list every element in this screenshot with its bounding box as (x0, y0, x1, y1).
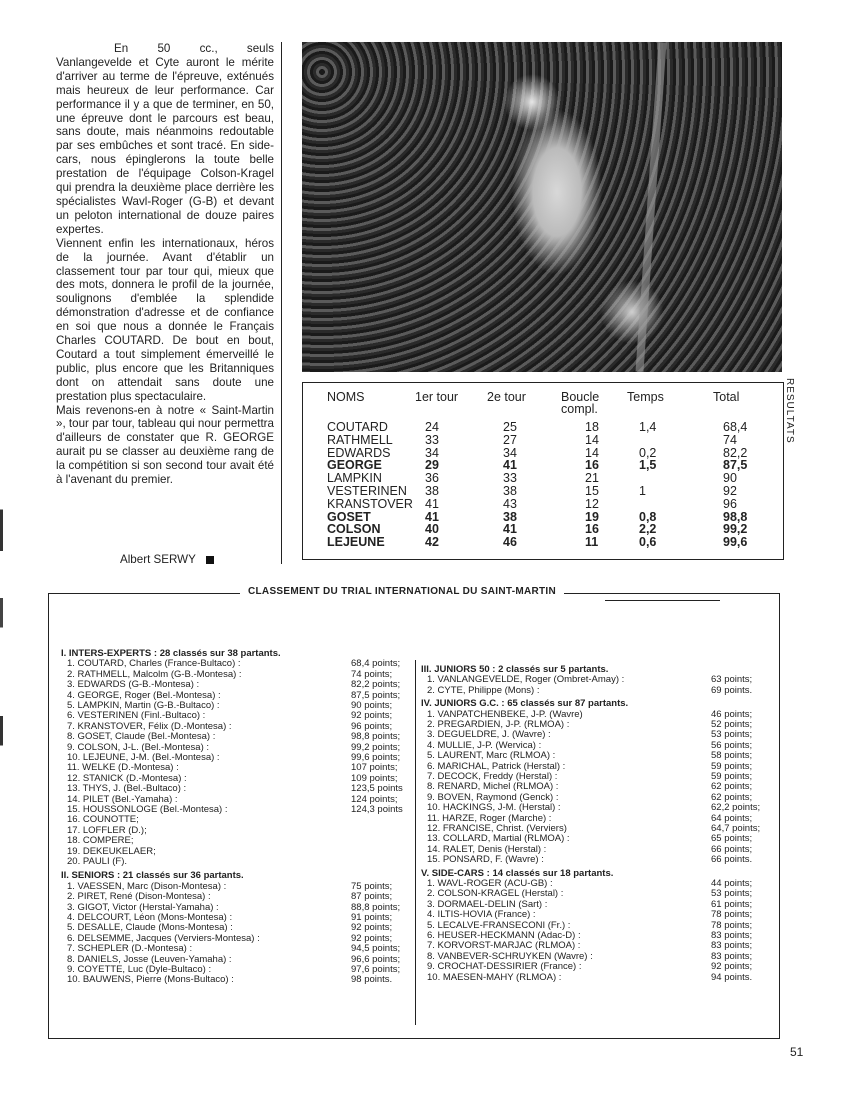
classement-entry: 14. PILET (Bel.-Yamaha) : (67, 793, 178, 805)
classement-points: 99,6 points; (351, 752, 401, 763)
results-cell-boucle: 15 (585, 484, 599, 498)
results-cell-name: EDWARDS (327, 445, 391, 460)
results-cell-t1: 38 (425, 484, 439, 498)
classement-title: CLASSEMENT DU TRIAL INTERNATIONAL DU SAINT-MARTIN (240, 586, 564, 597)
classement-points: 83 points; (711, 940, 753, 952)
results-cell-t2: 41 (503, 458, 517, 473)
classement-entry: 9. CROCHAT-DESSIRIER (France) : (427, 961, 582, 973)
results-cell-temps: 1 (639, 484, 646, 498)
results-cell-temps: 2,2 (639, 522, 657, 537)
classement-entry: 18. COMPERE; (67, 835, 134, 847)
column-divider (281, 42, 282, 564)
results-row (303, 434, 783, 446)
classement-entry: 6. MARICHAL, Patrick (Herstal) : (427, 760, 566, 772)
classement-entry: 10. BAUWENS, Pierre (Mons-Bultaco) : (67, 974, 234, 986)
classement-entry: 4. DELCOURT, Léon (Mons-Montesa) : (67, 912, 233, 923)
results-cell-boucle: 14 (585, 432, 599, 447)
classement-points: 124 points; (351, 793, 398, 805)
results-cell-total: 92 (723, 484, 737, 498)
classement-entry: 4. MULLIE, J-P. (Wervica) : (427, 739, 542, 751)
classement-points: 78 points; (711, 919, 753, 931)
classement-entry: 9. COLSON, J-L. (Bel.-Montesa) : (67, 741, 210, 753)
results-cell-t1: 33 (425, 432, 439, 447)
classement-divider (415, 660, 416, 1025)
results-cell-temps: 1,5 (639, 458, 657, 473)
classement-entry: 1. VAESSEN, Marc (Dison-Montesa) : (67, 880, 227, 892)
results-cell-t1: 24 (425, 420, 439, 434)
results-cell-t1: 29 (425, 458, 439, 473)
classement-points: 97,6 points; (351, 964, 401, 975)
results-cell-t2: 38 (503, 484, 517, 498)
results-header-cell: Boucle compl. (561, 390, 600, 416)
results-cell-total: 98,8 (723, 509, 748, 524)
classement-points: 66 points; (711, 843, 753, 855)
classement-entry: 6. DELSEMME, Jacques (Verviers-Montesa) : (67, 932, 260, 944)
classement-points: 109 points; (351, 772, 398, 784)
intro-paragraph-1: En 50 cc., seuls Vanlangevelde et Cyte auront le mérite d'arriver au terme de l'épreuve, exténués mais heureux de leur performance. Car performance il y a que de terminer, en 50, une épreuve dont le parcours est beau, sans doute, mais néanmoins redoutable par ses embûches et sont tracé. En side-cars, nous épinglerons la toute belle prestation de l'équipage Colson-Kragel qui prendra la deuxième place derrière les spécialistes Wavl-Roger (G-B) et devant un peloton international de douze paires expertes. (56, 42, 274, 236)
classement-points: 99,2 points; (351, 741, 401, 753)
results-row (303, 472, 783, 484)
classement-entry: 6. VESTERINEN (Finl.-Bultaco) : (67, 710, 206, 722)
classement-points: 53 points; (711, 729, 753, 741)
results-cell-t1: 34 (425, 445, 439, 460)
results-cell-name: GOSET (327, 509, 371, 524)
classement-points: 64,7 points; (711, 823, 761, 834)
results-cell-t1: 41 (425, 496, 439, 511)
classement-points: 63 points; (711, 674, 753, 686)
classement-points: 83 points; (711, 950, 753, 962)
results-cell-t2: 41 (503, 522, 517, 537)
classement-points: 61 points; (711, 898, 753, 910)
classement-entry: 19. DEKEUKELAER; (67, 845, 156, 857)
results-row (303, 447, 783, 459)
results-row (303, 421, 783, 433)
classement-box (48, 593, 780, 1039)
results-cell-t2: 46 (503, 535, 517, 550)
results-cell-t2: 43 (503, 496, 517, 511)
results-cell-name: LAMPKIN (327, 471, 382, 486)
results-cell-boucle: 21 (585, 471, 599, 486)
classement-entry: 7. SCHEPLER (D.-Montesa) : (67, 943, 193, 955)
classement-entry: 2. PREGARDIEN, J-P. (RLMOA) : (427, 719, 570, 730)
classement-points: 90 points; (351, 700, 393, 711)
intro-paragraph-2: Viennent enfin les internationaux, héros de la journée. Avant d'établir un classement tour par tour qui, mieux que des mots, donnera le profil de la journée, soulignons d'emblée la splendide démonstration d'adresse et de confiance en soi que nous a donnée le Français Charles COUTARD. De bout en bout, Coutard a tout simplement émerveillé le public, plus encore que les Britanniques dont on attendait sans doute une prestation plus spectaculaire. (56, 236, 274, 403)
classement-points: 124,3 points (351, 804, 403, 815)
classement-points: 59 points; (711, 760, 753, 772)
classement-entry: 5. LAURENT, Marc (RLMOA) : (427, 750, 556, 762)
classement-entry: 13. THYS, J. (Bel.-Bultaco) : (67, 783, 187, 795)
classement-points: 88,8 points; (351, 901, 401, 913)
section-title: I. INTERS-EXPERTS : 28 classés sur 38 partants. (61, 648, 281, 659)
classement-entry: 15. PONSARD, F. (Wavre) : (427, 854, 544, 866)
section-title: III. JUNIORS 50 : 2 classés sur 5 partants. (421, 664, 609, 675)
classement-entry: 1. VANLANGEVELDE, Roger (Ombret-Amay) : (427, 674, 625, 686)
results-row (303, 498, 783, 510)
intro-paragraph-3: Mais revenons-en à notre « Saint-Martin », tour par tour, tableau qui nour permettra d'ailleurs de constater que R. GEORGE aurait pu se classer au deuxième rang de la compétition si son second tour avait été à l'avenant du premier. (56, 403, 274, 487)
results-header-cell: 2e tour (487, 390, 526, 404)
classement-points: 66 points. (711, 854, 753, 866)
results-cell-name: GEORGE (327, 458, 382, 473)
results-cell-boucle: 16 (585, 458, 599, 473)
classement-entry: 5. LAMPKIN, Martin (G-B.-Bultaco) : (67, 700, 220, 711)
results-cell-t1: 42 (425, 535, 439, 550)
results-cell-total: 68,4 (723, 420, 748, 434)
classement-entry: 8. VANBEVER-SCHRUYKEN (Wavre) : (427, 950, 593, 962)
classement-entry: 10. HACKINGS, J-M. (Herstal) : (427, 802, 561, 814)
results-cell-total: 90 (723, 471, 737, 486)
classement-entry: 1. VANPATCHENBEKE, J-P. (Wavre) (427, 708, 583, 720)
section-title: V. SIDE-CARS : 14 classés sur 18 partants. (421, 867, 614, 879)
classement-points: 68,4 points; (351, 658, 401, 670)
classement-points: 46 points; (711, 708, 753, 720)
classement-entry: 16. COUNOTTE; (67, 814, 139, 826)
classement-entry: 10. MAESEN-MAHY (RLMOA) : (427, 971, 562, 983)
classement-points: 96 points; (351, 720, 393, 732)
classement-points: 123,5 points (351, 783, 403, 795)
results-row (303, 511, 783, 523)
results-cell-t2: 27 (503, 432, 517, 447)
classement-entry: 2. CYTE, Philippe (Mons) : (427, 684, 540, 696)
classement-entry: 4. GEORGE, Roger (Bel.-Montesa) : (67, 689, 221, 701)
classement-entry: 9. BOVEN, Raymond (Genck) : (427, 791, 559, 803)
classement-entry: 14. RALET, Denis (Herstal) : (427, 843, 547, 855)
classement-entry: 3. DEGUELDRE, J. (Wavre) : (427, 729, 551, 741)
tree-trunk (635, 42, 666, 372)
title-rule (605, 600, 720, 601)
classement-points: 52 points; (711, 719, 753, 730)
results-table (302, 382, 784, 560)
classement-entry: 2. COLSON-KRAGEL (Herstal) : (427, 888, 564, 900)
results-cell-t2: 33 (503, 471, 517, 486)
results-header-cell: 1er tour (415, 390, 459, 404)
trial-rider-photo (302, 42, 782, 372)
classement-entry: 12. FRANCISE, Christ. (Verviers) (427, 823, 567, 834)
results-cell-name: RATHMELL (327, 432, 393, 447)
classement-points: 92 points; (711, 961, 753, 973)
results-cell-name: VESTERINEN (327, 484, 407, 498)
results-cell-total: 96 (723, 496, 737, 511)
results-cell-total: 87,5 (723, 458, 748, 473)
classement-points: 74 points; (351, 668, 393, 680)
classement-points: 44 points; (711, 878, 753, 889)
classement-points: 56 points; (711, 739, 753, 751)
classement-entry: 2. PIRET, René (Dison-Montesa) : (67, 891, 211, 903)
classement-entry: 11. WELKE (D.-Montesa) : (67, 762, 179, 774)
classement-entry: 3. GIGOT, Victor (Herstal-Yamaha) : (67, 901, 219, 913)
classement-points: 83 points; (711, 930, 753, 941)
classement-entry: 10. LEJEUNE, J-M. (Bel.-Montesa) : (67, 752, 220, 763)
classement-points: 96,6 points; (351, 953, 401, 965)
classement-entry: 5. LECALVE-FRANSECONI (Fr.) : (427, 919, 571, 931)
classement-points: 94 points. (711, 971, 753, 983)
classement-points: 98 points. (351, 974, 393, 986)
classement-entry: 8. RENARD, Michel (RLMOA) : (427, 781, 559, 793)
end-mark-icon (206, 556, 214, 564)
results-cell-temps: 0,6 (639, 535, 657, 550)
results-side-label: RESULTATS (784, 378, 795, 444)
classement-entry: 3. EDWARDS (G-B.-Montesa) : (67, 679, 200, 691)
classement-points: 87 points; (351, 891, 393, 903)
article-text (56, 42, 274, 487)
results-cell-name: COUTARD (327, 420, 388, 434)
classement-entry: 1. WAVL-ROGER (ACU-GB) : (427, 878, 553, 889)
classement-entry: 11. HARZE, Roger (Marche) : (427, 812, 552, 824)
author-name: Albert SERWY (120, 553, 196, 566)
classement-entry: 9. COYETTE, Luc (Dyle-Bultaco) : (67, 964, 212, 975)
classement-entry: 2. RATHMELL, Malcolm (G-B.-Montesa) : (67, 668, 242, 680)
classement-entry: 3. DORMAEL-DELIN (Sart) : (427, 898, 548, 910)
results-cell-temps: 1,4 (639, 420, 657, 434)
classement-points: 82,2 points; (351, 679, 401, 691)
classement-entry: 8. DANIELS, Josse (Leuven-Yamaha) : (67, 953, 232, 965)
classement-entry: 5. DESALLE, Claude (Mons-Montesa) : (67, 922, 233, 934)
classement-points: 78 points; (711, 909, 753, 921)
classement-points: 59 points; (711, 771, 753, 782)
author-signature (120, 553, 214, 566)
classement-points: 62,2 points; (711, 802, 761, 814)
classement-points: 69 points. (711, 684, 753, 696)
results-cell-t1: 41 (425, 509, 439, 524)
classement-points: 91 points; (351, 912, 393, 923)
results-cell-boucle: 18 (585, 420, 599, 434)
results-header-cell: Temps (627, 390, 664, 404)
results-cell-boucle: 12 (585, 496, 599, 511)
classement-points: 62 points; (711, 791, 753, 803)
section-title: II. SENIORS : 21 classés sur 36 partants. (61, 870, 244, 882)
classement-entry: 7. DECOCK, Freddy (Herstal) : (427, 771, 558, 782)
page-number: 51 (790, 1045, 804, 1059)
results-cell-boucle: 14 (585, 445, 599, 460)
results-cell-t1: 40 (425, 522, 439, 537)
results-cell-name: COLSON (327, 522, 381, 537)
classement-entry: 1. COUTARD, Charles (France-Bultaco) : (67, 658, 241, 670)
classement-points: 98,8 points; (351, 731, 401, 743)
classement-points: 58 points; (711, 750, 753, 762)
results-cell-total: 74 (723, 432, 737, 447)
results-cell-name: LEJEUNE (327, 535, 385, 550)
classement-points: 87,5 points; (351, 689, 401, 701)
classement-points: 65 points; (711, 833, 753, 845)
classement-entry: 8. GOSET, Claude (Bel.-Montesa) : (67, 731, 216, 743)
results-cell-total: 99,6 (723, 535, 748, 550)
results-cell-temps: 0,8 (639, 509, 657, 524)
classement-points: 75 points; (351, 880, 393, 892)
classement-entry: 7. KORVORST-MARJAC (RLMOA) : (427, 940, 581, 952)
results-row (303, 485, 783, 497)
margin-scan-edge (0, 480, 3, 1070)
classement-entry: 20. PAULI (F). (67, 856, 128, 867)
results-header-cell: Total (713, 390, 740, 404)
classement-points: 64 points; (711, 812, 753, 824)
classement-entry: 13. COLLARD, Martial (RLMOA) : (427, 833, 570, 845)
classement-points: 107 points; (351, 762, 398, 774)
results-row (303, 536, 783, 548)
classement-points: 92 points; (351, 710, 393, 722)
classement-entry: 12. STANICK (D.-Montesa) : (67, 772, 187, 784)
classement-points: 62 points; (711, 781, 753, 793)
classement-points: 92 points; (351, 922, 393, 934)
classement-entry: 7. KRANSTOVER, Félix (D.-Montesa) : (67, 720, 232, 732)
results-header-cell: NOMS (327, 390, 365, 404)
results-cell-total: 99,2 (723, 522, 748, 537)
results-cell-temps: 0,2 (639, 445, 657, 460)
results-cell-t2: 25 (503, 420, 517, 434)
classement-entry: 4. ILTIS-HOVIA (France) : (427, 909, 536, 921)
classement-entry: 15. HOUSSONLOGE (Bel.-Montesa) : (67, 804, 228, 815)
results-cell-total: 82,2 (723, 445, 748, 460)
classement-entry: 6. HEUSER-HECKMANN (Adac-D) : (427, 930, 581, 941)
results-header-row (303, 391, 783, 417)
results-cell-t1: 36 (425, 471, 439, 486)
classement-points: 53 points; (711, 888, 753, 900)
results-row (303, 523, 783, 535)
results-cell-name: KRANSTOVER (327, 496, 413, 511)
classement-points: 92 points; (351, 932, 393, 944)
results-cell-boucle: 16 (585, 522, 599, 537)
classement-entry: 17. LOFFLER (D.); (67, 824, 147, 836)
results-cell-boucle: 19 (585, 509, 599, 524)
results-cell-t2: 38 (503, 509, 517, 524)
results-cell-t2: 34 (503, 445, 517, 460)
section-title: IV. JUNIORS G.C. : 65 classés sur 87 partants. (421, 698, 629, 710)
classement-points: 94,5 points; (351, 943, 401, 955)
results-row (303, 459, 783, 471)
results-cell-boucle: 11 (585, 535, 599, 550)
